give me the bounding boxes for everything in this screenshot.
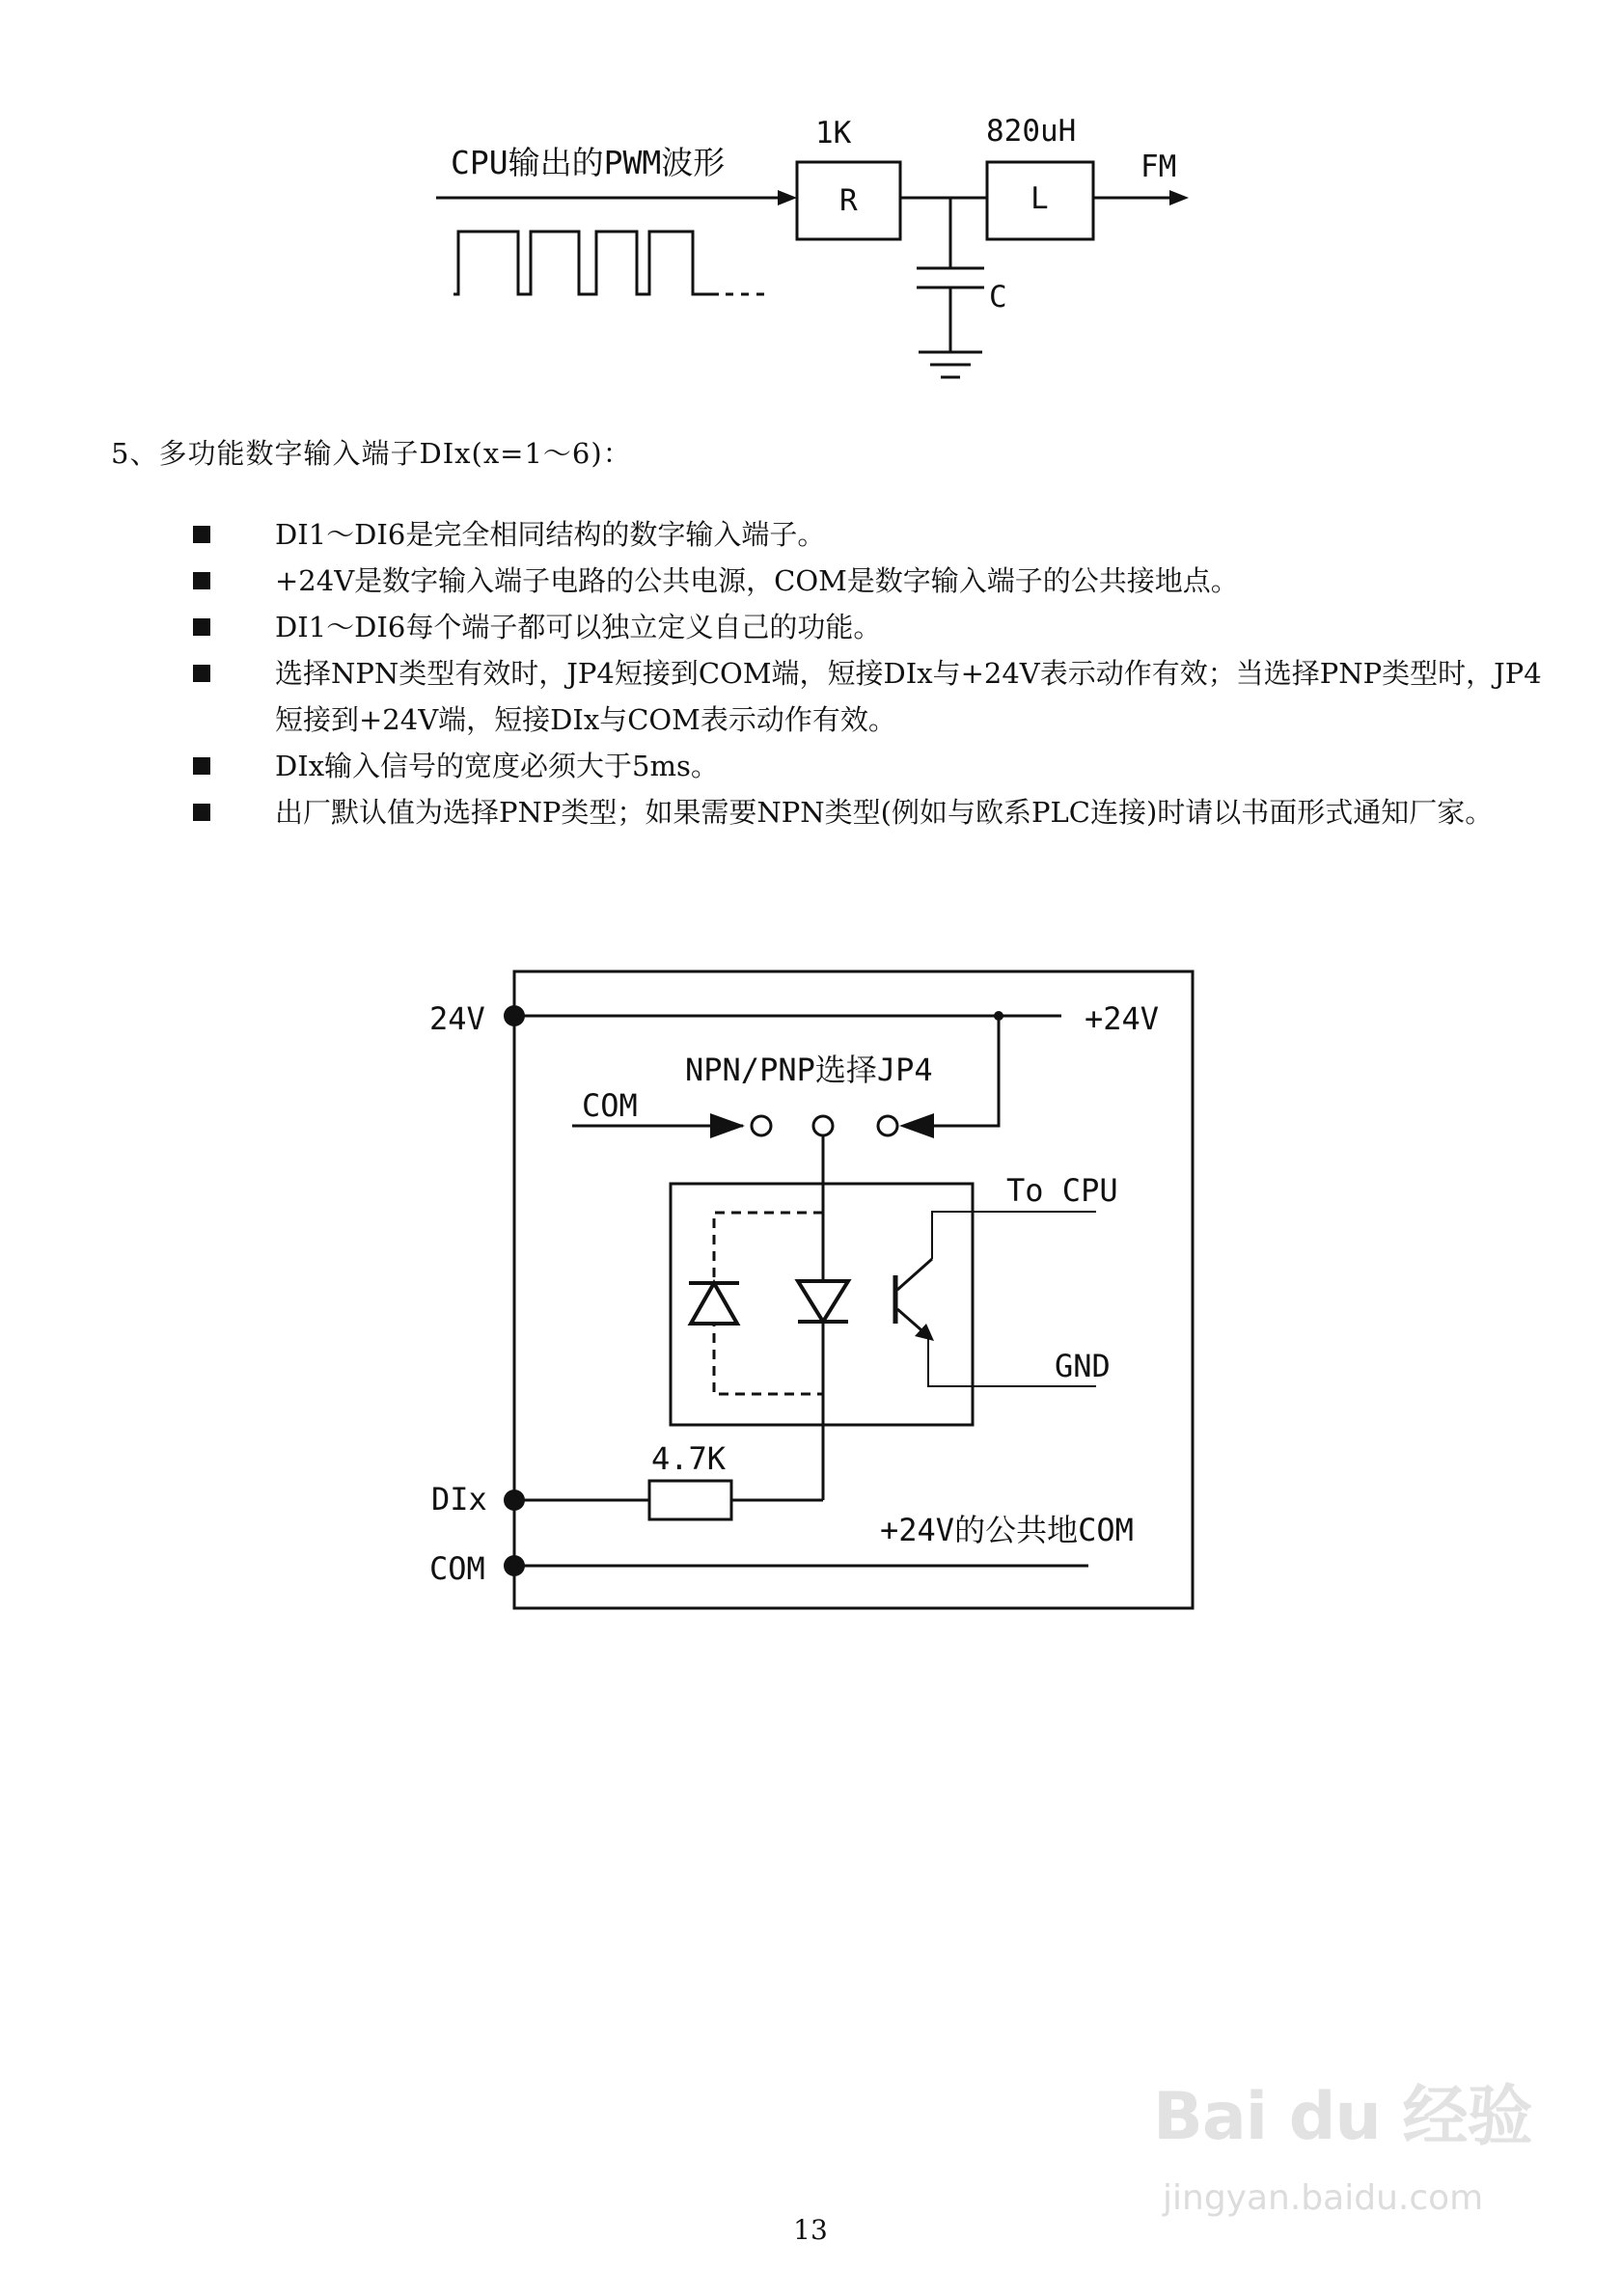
watermark-site: jingyan.baidu.com (1163, 2178, 1484, 2218)
capacitor-symbol: C (989, 280, 1007, 314)
reverse-diode-dashed-loop (714, 1213, 823, 1394)
led-diode-icon (798, 1281, 848, 1322)
page-number: 13 (793, 2214, 828, 2246)
jumper-com-label: COM (582, 1087, 638, 1124)
phototransistor-icon (895, 1259, 934, 1341)
inductor-value-label: 820uH (986, 114, 1077, 149)
jumper-24v-wire (934, 1016, 999, 1126)
resistor-4k7-label: 4.7K (651, 1440, 727, 1477)
gnd-label: GND (1055, 1348, 1111, 1384)
bullet-text: +24V是数字输入端子电路的公共电源，COM是数字输入端子的公共接地点。 (275, 564, 1239, 597)
section-heading: 5、多功能数字输入端子DIx(x=1～6)： (111, 437, 632, 470)
bullet-text: DI1～DI6是完全相同结构的数字输入端子。 (275, 518, 826, 551)
bullet-text: DI1～DI6每个端子都可以独立定义自己的功能。 (275, 611, 882, 643)
bullet-text: DIx输入信号的宽度必须大于5ms。 (275, 750, 719, 782)
jumper-com-arrowhead (710, 1113, 745, 1138)
watermark-brand: Bai du 经验 (1153, 2079, 1532, 2155)
pwm-input-label: CPU输出的PWM波形 (451, 144, 726, 181)
bullet-text: 出厂默认值为选择PNP类型；如果需要NPN类型(例如与欧系PLC连接)时请以书面形式通知厂家。 (275, 796, 1494, 829)
jumper-label: NPN/PNP选择JP4 (685, 1052, 933, 1088)
jumper-pin-center (813, 1116, 833, 1135)
reverse-diode-icon (689, 1283, 739, 1324)
terminal-com-label: COM (429, 1550, 485, 1587)
to-cpu-wire (932, 1212, 1096, 1259)
jumper-pin-com (752, 1116, 771, 1135)
resistor-4k7 (649, 1481, 731, 1519)
jumper-pin-24v (878, 1116, 897, 1135)
output-label: FM (1140, 150, 1177, 184)
jumper-24v-arrowhead (899, 1113, 934, 1138)
terminal-24v-label: 24V (429, 1000, 485, 1037)
to-cpu-label: To CPU (1006, 1172, 1118, 1209)
resistor-symbol: R (839, 183, 858, 218)
inductor-symbol: L (1030, 181, 1049, 216)
resistor-value-label: 1K (815, 116, 852, 150)
rail-plus-24v-label: +24V (1085, 1000, 1160, 1037)
bullet-text: 选择NPN类型有效时，JP4短接到COM端，短接DIx与+24V表示动作有效；当选择PNP类型时，JP4短接到+24V端，短接DIx与COM表示动作有效。 (275, 657, 1542, 736)
common-ground-label: +24V的公共地COM (880, 1512, 1134, 1548)
terminal-dix-label: DIx (431, 1481, 487, 1517)
